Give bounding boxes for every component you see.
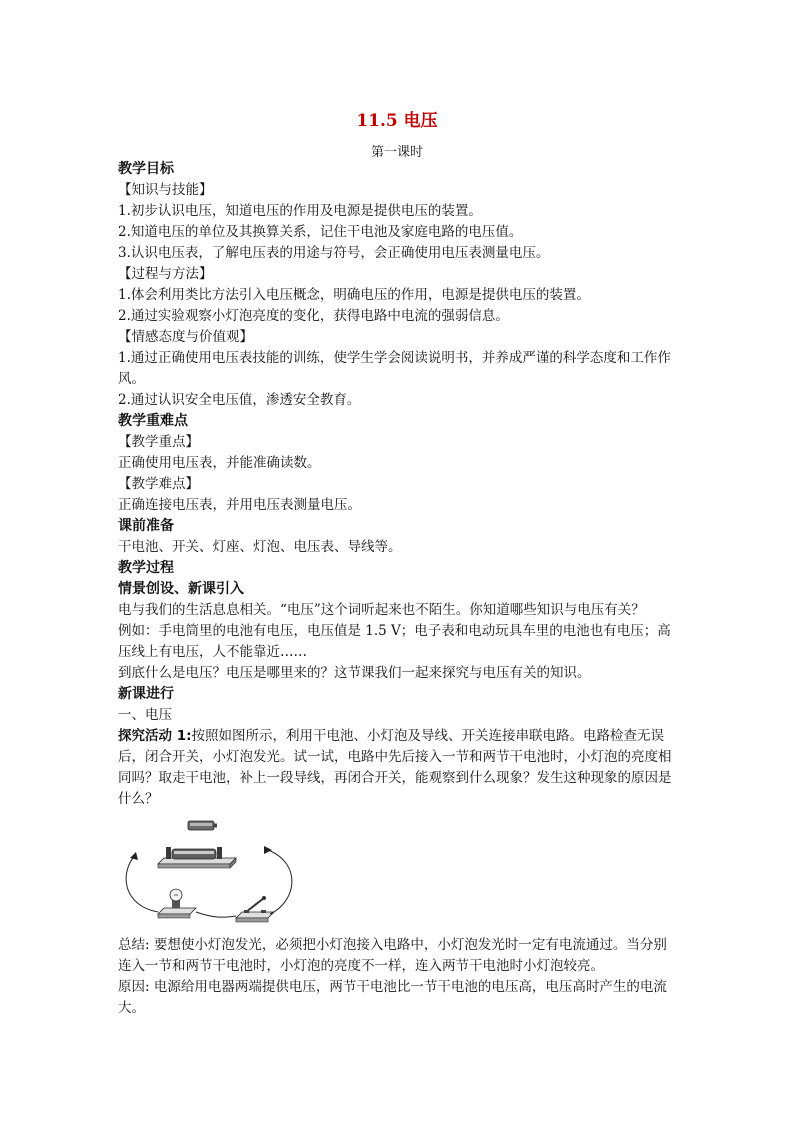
heading-intro: 情景创设、新课引入	[118, 581, 244, 597]
wire-right	[268, 850, 292, 914]
paragraph-reason: 原因: 电源给用电器两端提供电压，两节干电池比一节干电池的电压高，电压高时产生的电流大。	[118, 979, 667, 1016]
spare-battery-icon	[188, 821, 217, 830]
wire-bottom	[196, 912, 236, 917]
paragraph-e2: 2.通过认识安全电压值，渗透安全教育。	[118, 392, 361, 408]
paragraph-part1: 一、电压	[118, 707, 172, 723]
paragraph-prep: 干电池、开关、灯座、灯泡、电压表、导线等。	[118, 539, 402, 555]
subheading-hard: 【教学难点】	[118, 476, 199, 492]
heading-new: 新课进行	[118, 686, 174, 702]
wire-left-end	[130, 852, 138, 860]
wire-right-end	[264, 846, 272, 854]
paragraph-e1: 1.通过正确使用电压表技能的训练，使学生学会阅读说明书，并养成严谨的科学态度和工作作风。	[118, 350, 671, 387]
circuit-figure	[118, 814, 298, 932]
paragraph-k3: 3.认识电压表，了解电压表的用途与符号，会正确使用电压表测量电压。	[118, 245, 550, 261]
heading-difficulty: 教学重难点	[118, 413, 188, 429]
subheading-key: 【教学重点】	[118, 434, 199, 450]
heading-procedure: 教学过程	[118, 560, 174, 576]
document-body	[118, 159, 680, 1019]
light-bulb-icon	[158, 889, 196, 918]
subheading-emotion: 【情感态度与价值观】	[118, 329, 253, 345]
battery-holder-icon	[158, 847, 236, 868]
switch-icon	[236, 896, 274, 922]
paragraph-intro3: 到底什么是电压？电压是哪里来的？这节课我们一起来探究与电压有关的知识。	[118, 665, 591, 681]
subheading-process: 【过程与方法】	[118, 266, 213, 282]
wire-left	[126, 854, 158, 912]
circuit-illustration	[118, 814, 298, 932]
paragraph-k2: 2.知道电压的单位及其换算关系，记住干电池及家庭电路的电压值。	[118, 224, 523, 240]
paragraph-key: 正确使用电压表，并能准确读数。	[118, 455, 321, 471]
page-title: 11.5 电压	[356, 111, 438, 131]
paragraph-hard: 正确连接电压表，并用电压表测量电压。	[118, 497, 361, 513]
activity-text: 按照如图所示，利用干电池、小灯泡及导线、开关连接串联电路。电路检查无误后，闭合开关，小灯泡发光。试一试，电路中先后接入一节和两节干电池时，小灯泡的亮度相同吗？取走干电池，补上一段导线，再闭合开关，能观察到什么现象？发生这种现象的原因是什么？	[118, 728, 672, 807]
heading-prep: 课前准备	[118, 518, 174, 534]
paragraph-k1: 1.初步认识电压，知道电压的作用及电源是提供电压的装置。	[118, 203, 482, 219]
subheading-knowledge: 【知识与技能】	[118, 182, 213, 198]
paragraph-p1: 1.体会利用类比方法引入电压概念，明确电压的作用，电源是提供电压的装置。	[118, 287, 590, 303]
activity-label: 探究活动 1:	[118, 728, 192, 744]
page-subtitle: 第一课时	[370, 145, 423, 160]
paragraph-intro1: 电与我们的生活息息相关。“电压”这个词听起来也不陌生。你知道哪些知识与电压有关？	[118, 602, 645, 618]
paragraph-activity	[118, 726, 680, 810]
paragraph-intro2: 例如：手电筒里的电池有电压，电压值是 1.5 V；电子表和电动玩具车里的电池也有电压；高压线上有电压，人不能靠近……	[118, 623, 671, 660]
paragraph-p2: 2.通过实验观察小灯泡亮度的变化，获得电路中电流的强弱信息。	[118, 308, 509, 324]
heading-goals: 教学目标	[118, 161, 174, 177]
paragraph-summary: 总结: 要想使小灯泡发光，必须把小灯泡接入电路中，小灯泡发光时一定有电流通过。当分别连入一节和两节干电池时，小灯泡的亮度不一样，连入两节干电池时小灯泡较亮。	[118, 937, 667, 974]
